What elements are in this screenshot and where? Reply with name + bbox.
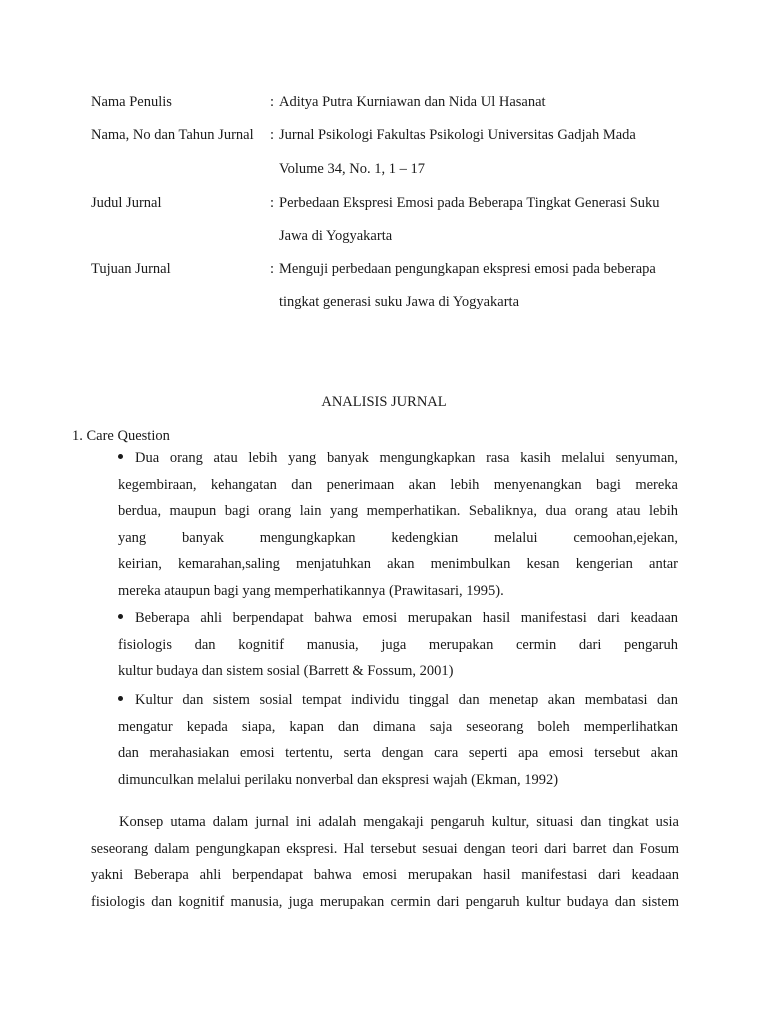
meta-label: Judul Jurnal — [91, 195, 162, 211]
bullet-line: mereka ataupun bagi yang memperhatikannya (Prawitasari, 1995). — [118, 582, 504, 599]
meta-value: Perbedaan Ekspresi Emosi pada Beberapa Tingkat Generasi Suku — [279, 195, 660, 211]
bullet-line: kegembiraan, kehangatan dan penerimaan akan lebih menyenangkan bagi mereka — [118, 476, 678, 493]
bullet-line: fisiologis dan kognitif manusia, juga merupakan cermin dari pengaruh — [118, 636, 678, 653]
meta-colon: : — [270, 94, 275, 110]
item-number: 1. — [72, 428, 83, 444]
bullet-item — [118, 605, 678, 685]
bullet-dot-icon — [118, 454, 123, 459]
paragraph-line: fisiologis dan kognitif manusia, juga merupakan cermin dari pengaruh kultur budaya dan sistem — [91, 893, 679, 910]
bullet-dot-icon — [118, 614, 123, 619]
meta-colon: : — [270, 261, 275, 277]
meta-value: Aditya Putra Kurniawan dan Nida Ul Hasanat — [279, 94, 546, 110]
meta-label: Nama, No dan Tahun Jurnal — [91, 127, 254, 143]
bullet-line: Beberapa ahli berpendapat bahwa emosi merupakan hasil manifestasi dari keadaan — [118, 605, 678, 632]
item-title: Care Question — [86, 428, 170, 444]
bullet-line: keirian, kemarahan,saling menjatuhkan akan menimbulkan kesan kengerian antar — [118, 556, 678, 572]
meta-value: Volume 34, No. 1, 1 – 17 — [279, 161, 425, 177]
meta-label: Nama Penulis — [91, 94, 172, 110]
meta-colon: : — [270, 127, 275, 143]
paragraph-line: Konsep utama dalam jurnal ini adalah mengakaji pengaruh kultur, situasi dan tingkat usia — [119, 814, 679, 830]
bullet-item — [118, 687, 678, 793]
meta-label: Tujuan Jurnal — [91, 261, 171, 277]
bullet-dot-icon — [118, 696, 123, 701]
bullet-item — [118, 445, 678, 604]
bullet-line: mengatur kepada siapa, kapan dan dimana saja seseorang boleh memperlihatkan — [118, 718, 678, 735]
numbered-heading — [72, 428, 170, 445]
meta-value: Jurnal Psikologi Fakultas Psikologi Universitas Gadjah Mada — [279, 127, 636, 143]
meta-value: Menguji perbedaan pengungkapan ekspresi emosi pada beberapa — [279, 261, 656, 277]
bullet-line: berdua, maupun bagi orang lain yang memperhatikan. Sebaliknya, dua orang atau lebih — [118, 503, 678, 519]
bullet-line: Kultur dan sistem sosial tempat individu tinggal dan menetap akan membatasi dan — [118, 687, 678, 714]
paragraph-line: seseorang dalam pengungkapan ekspresi. Hal tersebut sesuai dengan teori dari barret dan Fosum — [91, 840, 679, 857]
meta-colon: : — [270, 195, 275, 211]
bullet-line: yang banyak mengungkapkan kedengkian melalui cemoohan,ejekan, — [118, 529, 678, 546]
body-paragraph — [91, 809, 679, 915]
bullet-line: Dua orang atau lebih yang banyak mengungkapkan rasa kasih melalui senyuman, — [118, 445, 678, 472]
section-heading: ANALISIS JURNAL — [321, 394, 447, 410]
bullet-line: dan merahasiakan emosi tertentu, serta dengan cara seperti apa emosi tersebut akan — [118, 745, 678, 761]
paragraph-line: yakni Beberapa ahli berpendapat bahwa emosi merupakan hasil manifestasi dari keadaan — [91, 867, 679, 883]
meta-value: Jawa di Yogyakarta — [279, 228, 393, 244]
bullet-line: kultur budaya dan sistem sosial (Barrett & Fossum, 2001) — [118, 663, 454, 679]
bullet-line: dimunculkan melalui perilaku nonverbal dan ekspresi wajah (Ekman, 1992) — [118, 771, 559, 788]
meta-value: tingkat generasi suku Jawa di Yogyakarta — [279, 294, 520, 310]
